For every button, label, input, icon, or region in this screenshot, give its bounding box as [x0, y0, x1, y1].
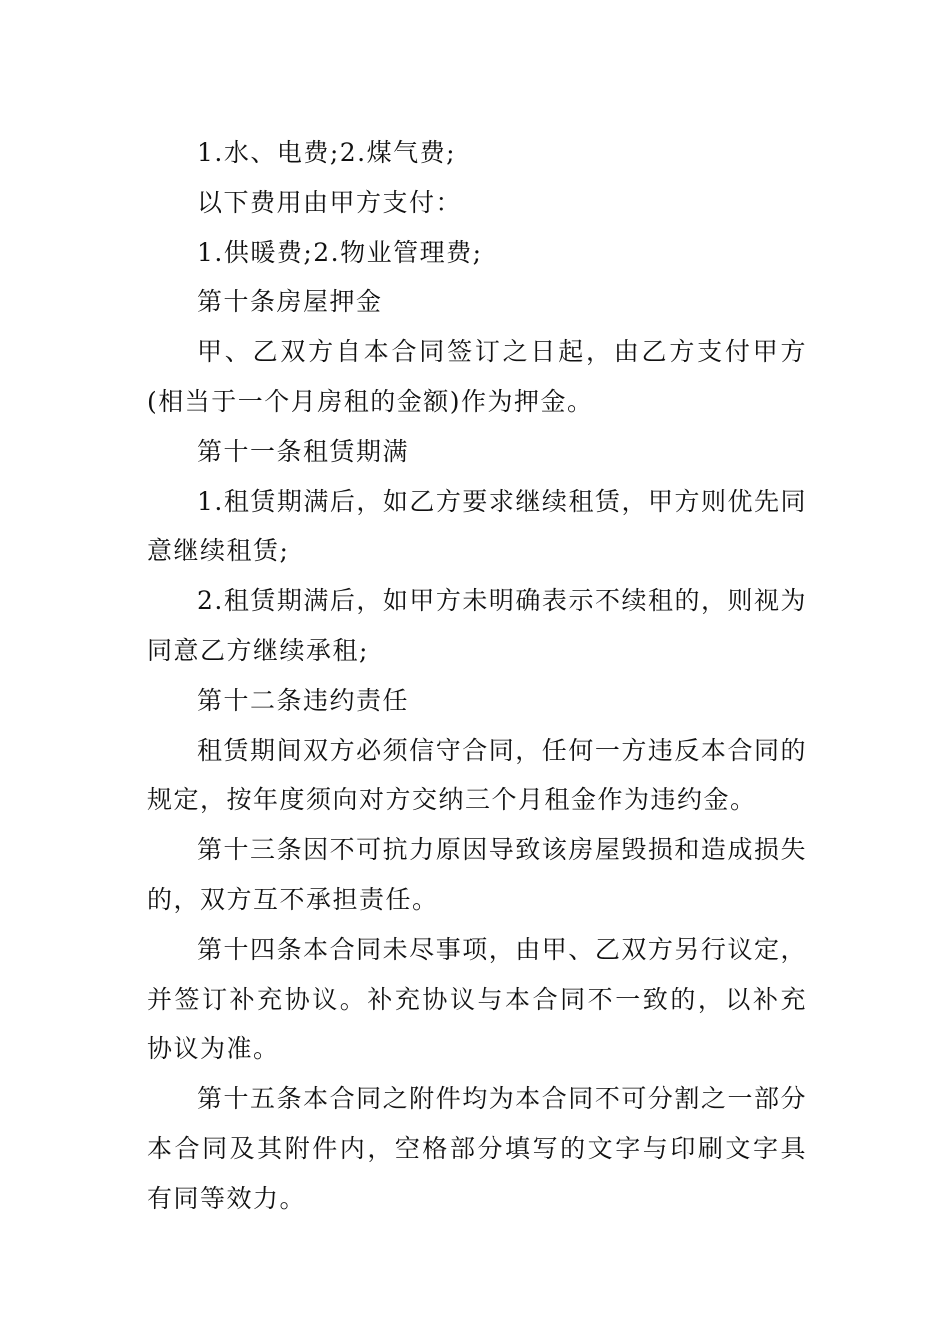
para-deposit: 甲、乙双方自本合同签订之日起，由乙方支付甲方(相当于一个月房租的金额)作为押金。 [147, 337, 807, 416]
heading-article-11: 第十一条租赁期满 [197, 436, 410, 466]
para-article-15: 第十五条本合同之附件均为本合同不可分割之一部分本合同及其附件内，空格部分填写的文字与印刷文字具有同等效力。 [147, 1084, 807, 1213]
para-utilities-tenant: 1.水、电费;2.煤气费; [197, 138, 457, 167]
para-utilities-landlord: 1.供暖费;2.物业管理费; [197, 237, 483, 267]
para-expiry-1: 1.租赁期满后，如乙方要求继续租赁，甲方则优先同意继续租赁; [147, 486, 807, 566]
document-body [147, 128, 807, 1224]
para-article-14: 第十四条本合同未尽事项，由甲、乙双方另行议定，并签订补充协议。补充协议与本合同不一致的，以补充协议为准。 [147, 934, 807, 1064]
para-landlord-pays-intro: 以下费用由甲方支付： [197, 187, 463, 217]
para-article-13: 第十三条因不可抗力原因导致该房屋毁损和造成损失的，双方互不承担责任。 [147, 835, 807, 914]
heading-article-10: 第十条房屋押金 [197, 287, 383, 317]
heading-article-12: 第十二条违约责任 [197, 685, 410, 715]
para-expiry-2: 2.租赁期满后，如甲方未明确表示不续租的，则视为同意乙方继续承租; [147, 586, 807, 665]
para-breach: 租赁期间双方必须信守合同，任何一方违反本合同的规定，按年度须向对方交纳三个月租金作为违约金。 [147, 735, 807, 815]
